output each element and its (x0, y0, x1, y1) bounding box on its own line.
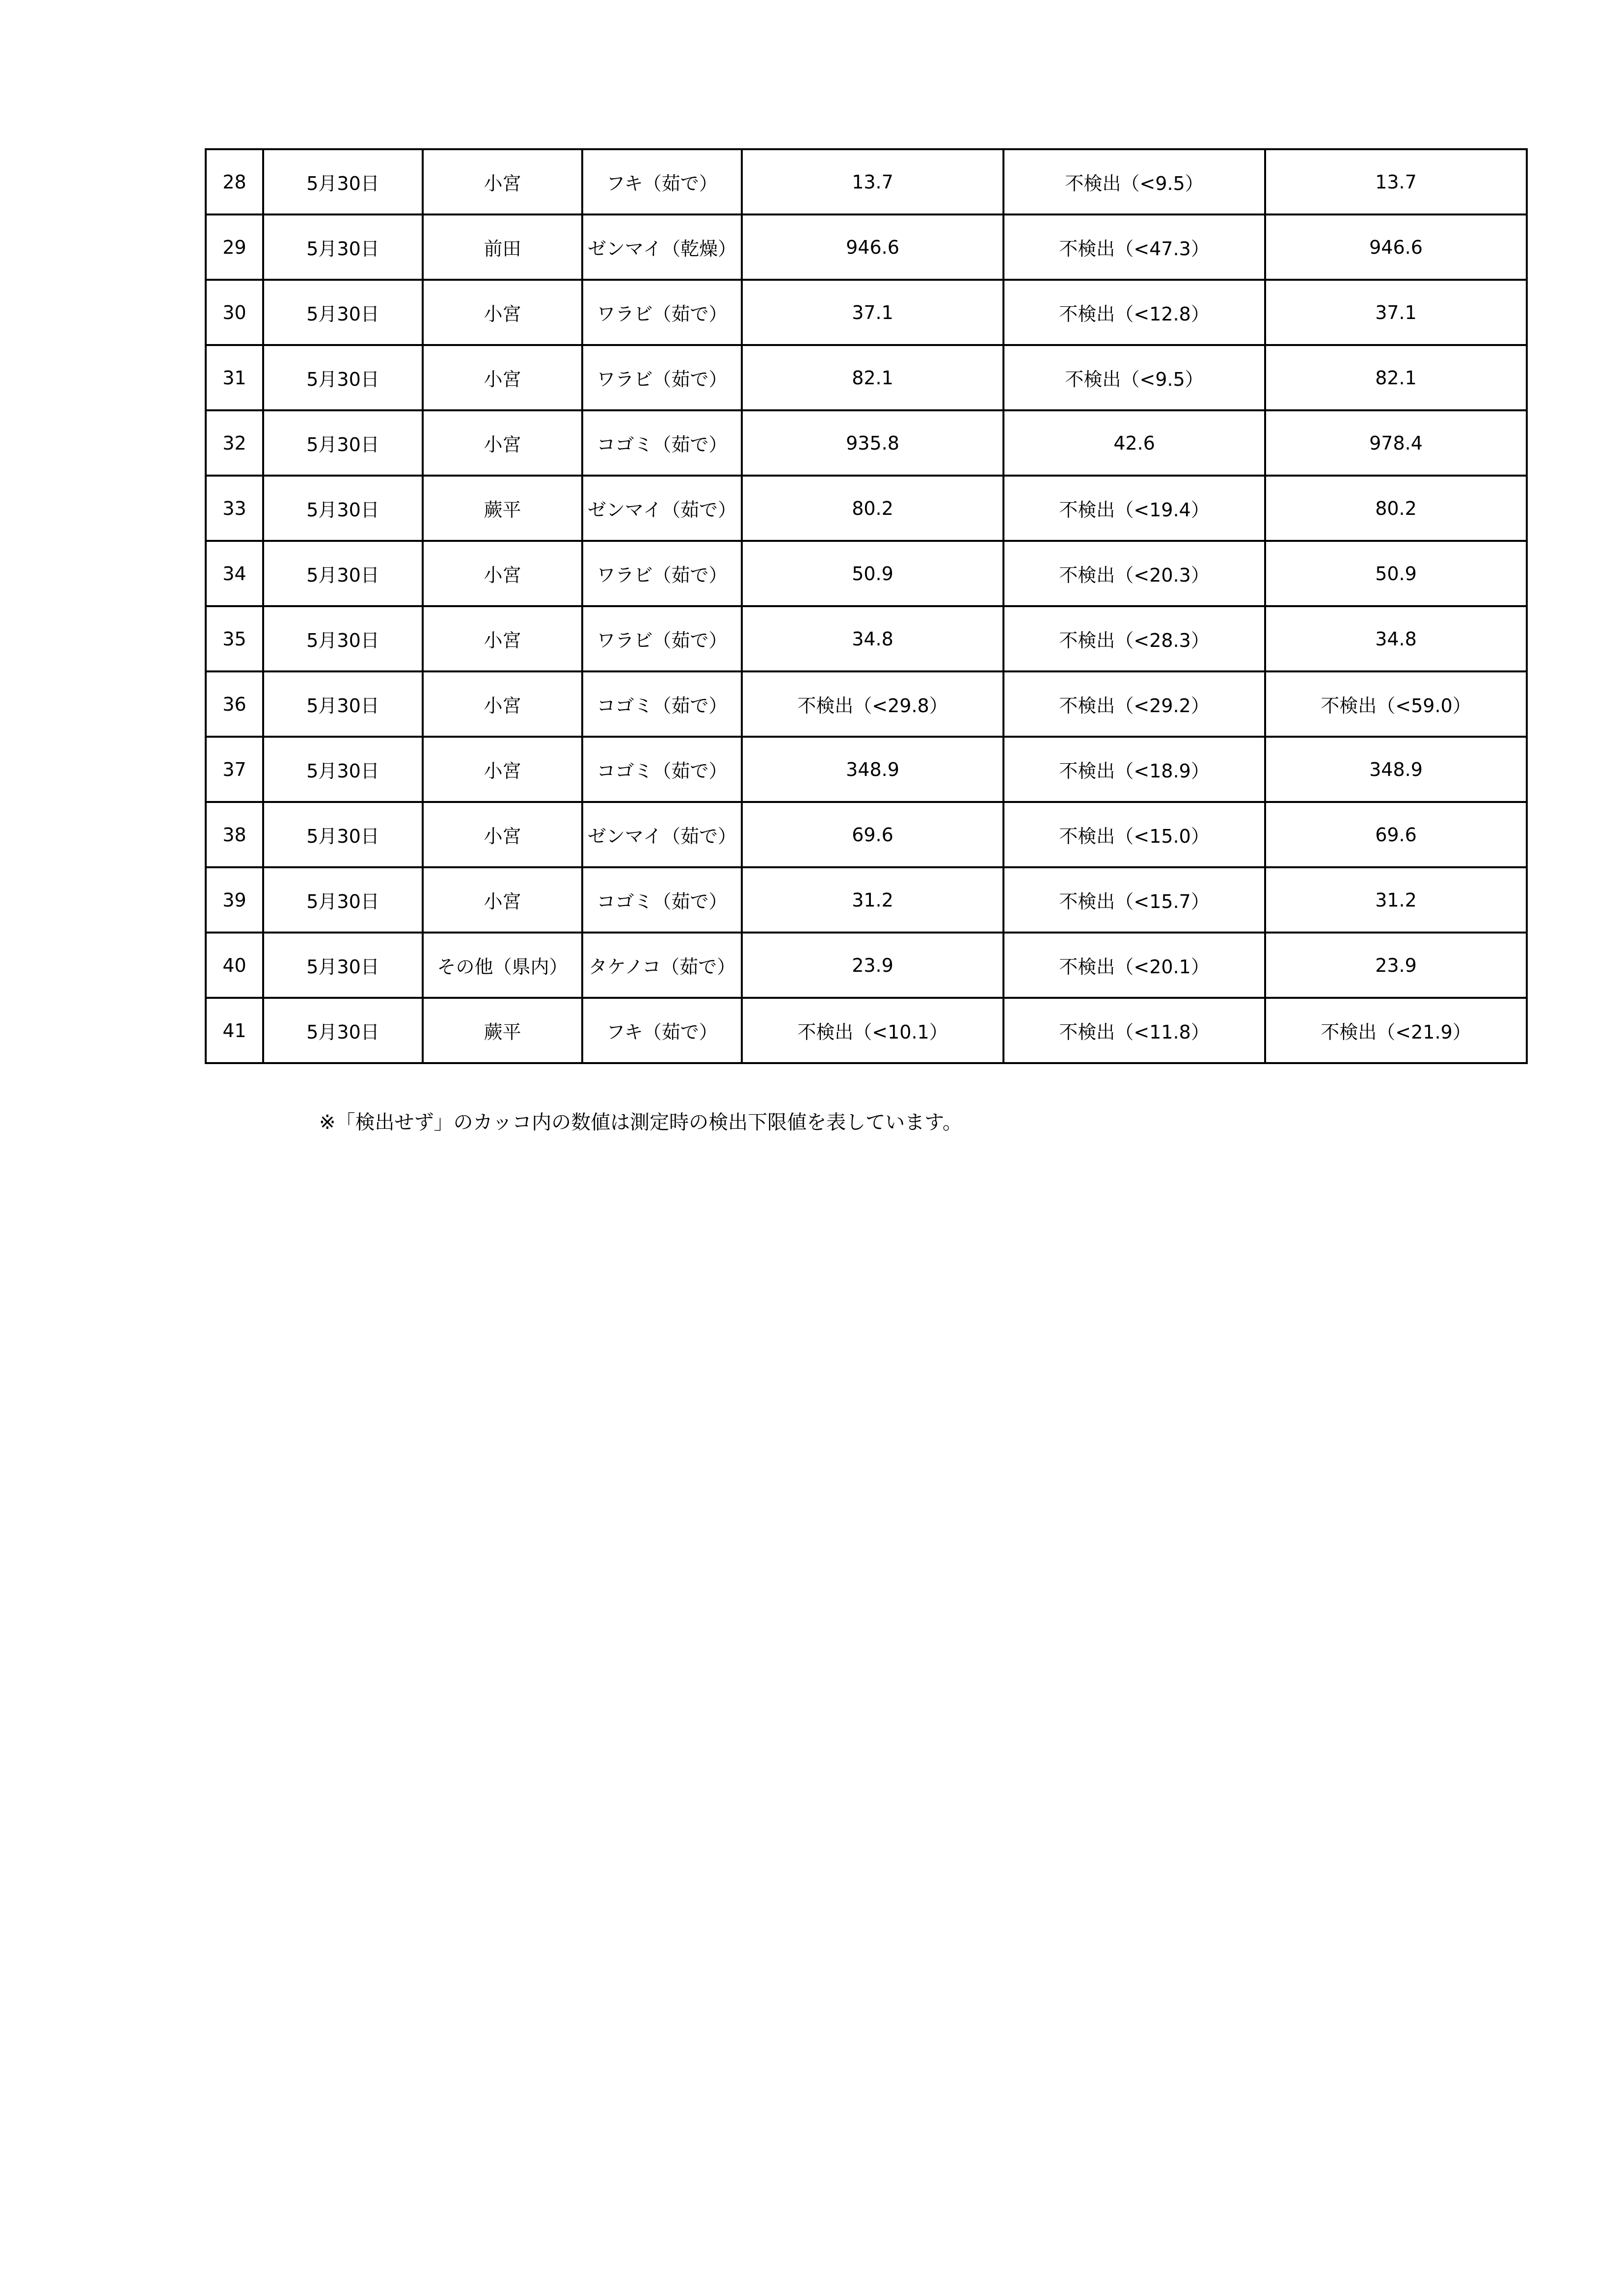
total-cell: 23.9 (1265, 933, 1527, 998)
item-cell: ワラビ（茹で） (582, 280, 742, 345)
item-cell: コゴミ（茹で） (582, 410, 742, 476)
table-row (206, 671, 1527, 737)
area-cell: 小宮 (423, 410, 582, 476)
value-cell-2: 不検出（<9.5） (1003, 345, 1265, 410)
date-cell: 5月30日 (263, 606, 423, 671)
value-cell-1: 935.8 (742, 410, 1003, 476)
value-cell-1: 69.6 (742, 802, 1003, 867)
value-cell-2: 不検出（<29.2） (1003, 671, 1265, 737)
value-cell-1: 348.9 (742, 737, 1003, 802)
value-cell-1: 34.8 (742, 606, 1003, 671)
footnote: ※「検出せず」のカッコ内の数値は測定時の検出下限値を表しています。 (319, 1111, 962, 1134)
value-cell-2: 不検出（<9.5） (1003, 149, 1265, 214)
total-cell: 31.2 (1265, 867, 1527, 933)
item-cell: ゼンマイ（茹で） (582, 476, 742, 541)
row-number-cell: 37 (206, 737, 263, 802)
item-cell: ゼンマイ（茹で） (582, 802, 742, 867)
total-cell: 82.1 (1265, 345, 1527, 410)
value-cell-2: 42.6 (1003, 410, 1265, 476)
row-number-cell: 39 (206, 867, 263, 933)
item-cell: フキ（茹で） (582, 998, 742, 1063)
total-cell: 69.6 (1265, 802, 1527, 867)
row-number-cell: 31 (206, 345, 263, 410)
value-cell-1: 80.2 (742, 476, 1003, 541)
item-cell: コゴミ（茹で） (582, 671, 742, 737)
results-table (205, 148, 1528, 1064)
row-number-cell: 30 (206, 280, 263, 345)
row-number-cell: 33 (206, 476, 263, 541)
value-cell-2: 不検出（<19.4） (1003, 476, 1265, 541)
total-cell: 978.4 (1265, 410, 1527, 476)
value-cell-2: 不検出（<20.1） (1003, 933, 1265, 998)
item-cell: コゴミ（茹で） (582, 867, 742, 933)
table-row (206, 149, 1527, 214)
total-cell: 不検出（<59.0） (1265, 671, 1527, 737)
total-cell: 946.6 (1265, 214, 1527, 280)
row-number-cell: 40 (206, 933, 263, 998)
item-cell: タケノコ（茹で） (582, 933, 742, 998)
value-cell-1: 946.6 (742, 214, 1003, 280)
value-cell-1: 不検出（<10.1） (742, 998, 1003, 1063)
value-cell-1: 不検出（<29.8） (742, 671, 1003, 737)
row-number-cell: 36 (206, 671, 263, 737)
date-cell: 5月30日 (263, 280, 423, 345)
area-cell: 蕨平 (423, 998, 582, 1063)
row-number-cell: 32 (206, 410, 263, 476)
value-cell-1: 50.9 (742, 541, 1003, 606)
row-number-cell: 38 (206, 802, 263, 867)
total-cell: 348.9 (1265, 737, 1527, 802)
row-number-cell: 29 (206, 214, 263, 280)
date-cell: 5月30日 (263, 476, 423, 541)
value-cell-1: 82.1 (742, 345, 1003, 410)
table-row (206, 998, 1527, 1063)
total-cell: 13.7 (1265, 149, 1527, 214)
item-cell: フキ（茹で） (582, 149, 742, 214)
date-cell: 5月30日 (263, 933, 423, 998)
value-cell-1: 13.7 (742, 149, 1003, 214)
date-cell: 5月30日 (263, 149, 423, 214)
date-cell: 5月30日 (263, 867, 423, 933)
row-number-cell: 28 (206, 149, 263, 214)
area-cell: 小宮 (423, 149, 582, 214)
date-cell: 5月30日 (263, 214, 423, 280)
area-cell: 小宮 (423, 737, 582, 802)
value-cell-2: 不検出（<47.3） (1003, 214, 1265, 280)
total-cell: 80.2 (1265, 476, 1527, 541)
table-row (206, 541, 1527, 606)
value-cell-2: 不検出（<15.7） (1003, 867, 1265, 933)
value-cell-1: 37.1 (742, 280, 1003, 345)
date-cell: 5月30日 (263, 671, 423, 737)
row-number-cell: 34 (206, 541, 263, 606)
item-cell: ゼンマイ（乾燥） (582, 214, 742, 280)
total-cell: 37.1 (1265, 280, 1527, 345)
area-cell: 小宮 (423, 345, 582, 410)
table-row (206, 802, 1527, 867)
area-cell: その他（県内） (423, 933, 582, 998)
area-cell: 小宮 (423, 802, 582, 867)
area-cell: 小宮 (423, 867, 582, 933)
value-cell-1: 23.9 (742, 933, 1003, 998)
total-cell: 50.9 (1265, 541, 1527, 606)
table-row (206, 606, 1527, 671)
table-row (206, 737, 1527, 802)
value-cell-1: 31.2 (742, 867, 1003, 933)
table-row (206, 476, 1527, 541)
table-row (206, 214, 1527, 280)
value-cell-2: 不検出（<20.3） (1003, 541, 1265, 606)
area-cell: 前田 (423, 214, 582, 280)
total-cell: 不検出（<21.9） (1265, 998, 1527, 1063)
date-cell: 5月30日 (263, 737, 423, 802)
item-cell: ワラビ（茹で） (582, 345, 742, 410)
value-cell-2: 不検出（<18.9） (1003, 737, 1265, 802)
row-number-cell: 35 (206, 606, 263, 671)
item-cell: ワラビ（茹で） (582, 541, 742, 606)
date-cell: 5月30日 (263, 998, 423, 1063)
row-number-cell: 41 (206, 998, 263, 1063)
item-cell: コゴミ（茹で） (582, 737, 742, 802)
table-row (206, 933, 1527, 998)
table-row (206, 410, 1527, 476)
area-cell: 蕨平 (423, 476, 582, 541)
date-cell: 5月30日 (263, 802, 423, 867)
area-cell: 小宮 (423, 280, 582, 345)
table-row (206, 280, 1527, 345)
value-cell-2: 不検出（<15.0） (1003, 802, 1265, 867)
area-cell: 小宮 (423, 541, 582, 606)
total-cell: 34.8 (1265, 606, 1527, 671)
table-row (206, 345, 1527, 410)
area-cell: 小宮 (423, 606, 582, 671)
item-cell: ワラビ（茹で） (582, 606, 742, 671)
date-cell: 5月30日 (263, 410, 423, 476)
value-cell-2: 不検出（<28.3） (1003, 606, 1265, 671)
area-cell: 小宮 (423, 671, 582, 737)
value-cell-2: 不検出（<11.8） (1003, 998, 1265, 1063)
value-cell-2: 不検出（<12.8） (1003, 280, 1265, 345)
date-cell: 5月30日 (263, 345, 423, 410)
table-body (206, 149, 1527, 1063)
date-cell: 5月30日 (263, 541, 423, 606)
table-row (206, 867, 1527, 933)
